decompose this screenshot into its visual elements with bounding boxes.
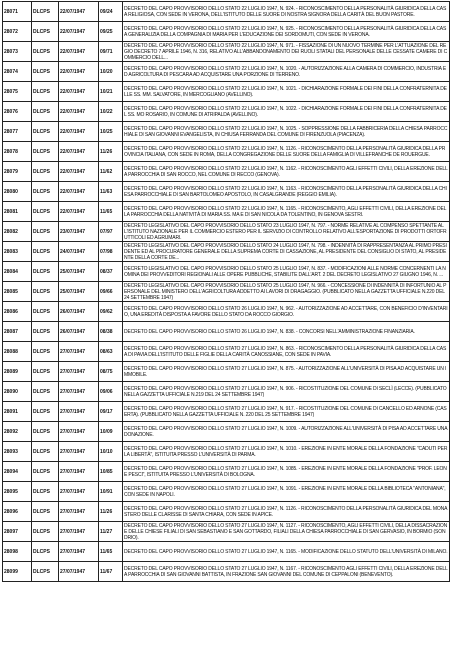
decree-id-cell: 28082	[3, 222, 32, 242]
decree-type-cell: DLCPS	[32, 282, 59, 302]
decree-title-cell: DECRETO DEL CAPO PROVVISORIO DELLO STATO 27 LUGLIO 1947, N. 1165. - MODIFICAZIONE DELLO STATUTO DELL'UNIVERSITÀ DI MILANO.	[123, 542, 450, 562]
decree-number-cell: 10/10	[99, 442, 123, 462]
decree-date-cell: 26/07/1947	[59, 322, 99, 342]
decree-type-cell: DLCPS	[32, 202, 59, 222]
table-row	[3, 422, 450, 442]
decree-date-cell: 22/07/1947	[59, 82, 99, 102]
decree-id-cell: 28091	[3, 402, 32, 422]
table-row	[3, 162, 450, 182]
decree-number-cell: 11/67	[99, 562, 123, 582]
decree-id-cell: 28076	[3, 102, 32, 122]
table-row	[3, 242, 450, 262]
decree-title-cell: DECRETO DEL CAPO PROVVISORIO DELLO STATO 22 LUGLIO 1947, N. 1025. - SOPPRESSIONE DELLA FABBRICERIA DELLA CHIESA PARROCCHIALE DI SAN GIOVANNI EVANGELISTA, IN CHIUSA FERRANDA DEL COMUNE DI FIRENZUOLA (PIACENZA).	[123, 122, 450, 142]
table-row	[3, 122, 450, 142]
decree-date-cell: 27/07/1947	[59, 362, 99, 382]
decree-number-cell: 09/24	[99, 2, 123, 22]
table-row	[3, 362, 450, 382]
decree-type-cell: DLCPS	[32, 142, 59, 162]
decree-number-cell: 11/63	[99, 182, 123, 202]
decree-title-cell: DECRETO DEL CAPO PROVVISORIO DELLO STATO 27 LUGLIO 1947, N. 1010. - EREZIONE IN ENTE MORALE DELLA FONDAZIONE "CADUTI PER LA LIBERTÀ", ISTITUITA PRESSO L'UNIVERSITÀ DI PARMA.	[123, 442, 450, 462]
decree-type-cell: DLCPS	[32, 2, 59, 22]
decree-title-cell: DECRETO DEL CAPO PROVVISORIO DELLO STATO 22 LUGLIO 1947, N. 1021. - DICHIARAZIONE FORMALE DEI FINI DELLA CONFRATERNITA DELLE SS. MM. SALVATORE, IN MERCOGLIANO (AVELLINO).	[123, 82, 450, 102]
table-row	[3, 182, 450, 202]
decree-date-cell: 27/07/1947	[59, 462, 99, 482]
decree-id-cell: 28095	[3, 482, 32, 502]
decree-register-body	[3, 2, 450, 582]
decree-date-cell: 22/07/1947	[59, 122, 99, 142]
decree-title-cell: DECRETO DEL CAPO PROVVISORIO DELLO STATO 27 LUGLIO 1947, N. 1009. - AUTORIZZAZIONE ALL'UNIVERSITÀ DI PISA AD ACCETTARE UNA DONAZIONE.	[123, 422, 450, 442]
decree-date-cell: 22/07/1947	[59, 182, 99, 202]
decree-type-cell: DLCPS	[32, 42, 59, 62]
decree-title-cell: DECRETO DEL CAPO PROVVISORIO DELLO STATO 27 LUGLIO 1947, N. 1085. - EREZIONE IN ENTE MORALE DELLA FONDAZIONE "PROF. LEONE PESCI", ISTITUITA PRESSO L'UNIVERSITÀ DI BOLOGNA.	[123, 462, 450, 482]
decree-date-cell: 27/07/1947	[59, 482, 99, 502]
decree-number-cell: 10/20	[99, 62, 123, 82]
decree-title-cell: DECRETO DEL CAPO PROVVISORIO DELLO STATO 22 LUGLIO 1947, N. 1126. - RICONOSCIMENTO DELLA PERSONALITÀ GIURIDICA DELLA PROVINCIA ITALIANA, CON SEDE IN ROMA, DELLA CONGREGAZIONE DELLE SUORE DELLA FAMIGLIA DI VILLEFRANCHE DE ROUERGUE.	[123, 142, 450, 162]
decree-number-cell: 07/97	[99, 222, 123, 242]
table-row	[3, 2, 450, 22]
decree-title-cell: DECRETO DEL CAPO PROVVISORIO DELLO STATO 27 LUGLIO 1947, N. 863. - RICONOSCIMENTO DELLA PERSONALITÀ GIURIDICA DELLA CASA DI PAVIA DELL'ISTITUTO DELLE FIGLIE DELLA CARITÀ CANOSSIANE, CON SEDE IN PAVIA.	[123, 342, 450, 362]
decree-type-cell: DLCPS	[32, 162, 59, 182]
decree-id-cell: 28086	[3, 302, 32, 322]
table-row	[3, 442, 450, 462]
decree-number-cell: 07/98	[99, 242, 123, 262]
table-row	[3, 62, 450, 82]
decree-number-cell: 08/75	[99, 362, 123, 382]
decree-id-cell: 28088	[3, 342, 32, 362]
decree-date-cell: 27/07/1947	[59, 422, 99, 442]
decree-number-cell: 11/26	[99, 502, 123, 522]
decree-id-cell: 28089	[3, 362, 32, 382]
decree-title-cell: DECRETO DEL CAPO PROVVISORIO DELLO STATO 27 LUGLIO 1947, N. 875. - AUTORIZZAZIONE ALL'UNIVERSITÀ DI PISA AD ACQUISTARE UN IMMOBILE.	[123, 362, 450, 382]
decree-date-cell: 25/07/1947	[59, 282, 99, 302]
decree-type-cell: DLCPS	[32, 22, 59, 42]
table-row	[3, 102, 450, 122]
decree-number-cell: 09/17	[99, 402, 123, 422]
decree-title-cell: DECRETO DEL CAPO PROVVISORIO DELLO STATO 22 LUGLIO 1947, N. 925. - RICONOSCIMENTO DELLA PERSONALITÀ GIURIDICA DELLA CASA GENERALIZIA DELLA COMPAGNIA DI MARIA PER L'EDUCAZIONE DEI SORDOMUTI, CON SEDE IN VERONA.	[123, 22, 450, 42]
decree-id-cell: 28090	[3, 382, 32, 402]
table-row	[3, 222, 450, 242]
decree-date-cell: 22/07/1947	[59, 102, 99, 122]
table-row	[3, 42, 450, 62]
decree-type-cell: DLCPS	[32, 242, 59, 262]
decree-date-cell: 27/07/1947	[59, 542, 99, 562]
table-row	[3, 482, 450, 502]
decree-date-cell: 27/07/1947	[59, 402, 99, 422]
decree-date-cell: 22/07/1947	[59, 42, 99, 62]
decree-id-cell: 28083	[3, 242, 32, 262]
decree-type-cell: DLCPS	[32, 322, 59, 342]
decree-id-cell: 28079	[3, 162, 32, 182]
decree-title-cell: DECRETO DEL CAPO PROVVISORIO DELLO STATO 22 LUGLIO 1947, N. 1022. - DICHIARAZIONE FORMALE DEI FINI DELLA CONFRATERNITA DEL SS. MO ROSARIO, IN COMUNE DI ATRIPALDA (AVELLINO).	[123, 102, 450, 122]
decree-id-cell: 28074	[3, 62, 32, 82]
decree-title-cell: DECRETO DEL CAPO PROVVISORIO DELLO STATO 22 LUGLIO 1947, N. 1165. - RICONOSCIMENTO, AGLI EFFETTI CIVILI, DELLA EREZIONE DELLA PARROCCHIA DELLA NATIVITÀ DI MARIA SS. MA E DI SAN NICOLA DA TOLENTINO, IN GENOVA SESTRI.	[123, 202, 450, 222]
decree-type-cell: DLCPS	[32, 502, 59, 522]
decree-type-cell: DLCPS	[32, 182, 59, 202]
table-row	[3, 142, 450, 162]
table-row	[3, 82, 450, 102]
table-row	[3, 322, 450, 342]
table-row	[3, 282, 450, 302]
decree-type-cell: DLCPS	[32, 482, 59, 502]
decree-number-cell: 10/22	[99, 102, 123, 122]
decree-number-cell: 11/26	[99, 142, 123, 162]
decree-date-cell: 24/07/1947	[59, 242, 99, 262]
decree-type-cell: DLCPS	[32, 462, 59, 482]
decree-id-cell: 28075	[3, 82, 32, 102]
decree-id-cell: 28071	[3, 2, 32, 22]
decree-title-cell: DECRETO DEL CAPO PROVVISORIO DELLO STATO 27 LUGLIO 1947, N. 1091. - EREZIONE IN ENTE MORALE DELLA BIBLIOTECA "ANTONIANA", CON SEDE IN NAPOLI.	[123, 482, 450, 502]
decree-number-cell: 11/65	[99, 202, 123, 222]
table-row	[3, 502, 450, 522]
table-row	[3, 562, 450, 582]
decree-title-cell: DECRETO DEL CAPO PROVVISORIO DELLO STATO 27 LUGLIO 1947, N. 1167. - RICONOSCIMENTO AGLI EFFETTI CIVILI, DELLA EREZIONE DELLA PARROCCHIA DI SAN GIOVANNI BATTISTA, IN FRAZIONE SAN GIOVANNI DEL COMUNE DI CEPPALONI (BENEVENTO).	[123, 562, 450, 582]
decree-date-cell: 22/07/1947	[59, 62, 99, 82]
table-row	[3, 22, 450, 42]
decree-type-cell: DLCPS	[32, 422, 59, 442]
decree-type-cell: DLCPS	[32, 302, 59, 322]
decree-number-cell: 10/21	[99, 82, 123, 102]
decree-id-cell: 28094	[3, 462, 32, 482]
decree-date-cell: 25/07/1947	[59, 262, 99, 282]
decree-date-cell: 22/07/1947	[59, 2, 99, 22]
decree-date-cell: 22/07/1947	[59, 22, 99, 42]
decree-date-cell: 22/07/1947	[59, 162, 99, 182]
decree-title-cell: DECRETO DEL CAPO PROVVISORIO DELLO STATO 27 LUGLIO 1947, N. 1127. - RICONOSCIMENTO, AGLI EFFETTI CIVILI, DELLA DISSACRAZIONE DELLE CHIESE FILIALI DI SAN SEBASTIANO E SAN GOTTARDO, FILIALI DELLA CHIESA PARROCCHIALE DI SAN GERVASIO, IN BORMIO (SONDRIO).	[123, 522, 450, 542]
decree-title-cell: DECRETO DEL CAPO PROVVISORIO DELLO STATO 22 LUGLIO 1947, N. 971. - FISSAZIONE DI UN NUOVO TERMINE PER L'ATTUAZIONE DEL REGIO DECRETO 7 APRILE 1946, N. 316, RELATIVO ALL'ABBANDONAMENTO DEI RUOLI STATALI DEL PERSONALE DELLE CESSATE CAMERE DI COMMERCIO DELL...	[123, 42, 450, 62]
decree-id-cell: 28084	[3, 262, 32, 282]
decree-id-cell: 28092	[3, 422, 32, 442]
decree-number-cell: 10/91	[99, 482, 123, 502]
table-row	[3, 202, 450, 222]
decree-title-cell: DECRETO DEL CAPO PROVVISORIO DELLO STATO 27 LUGLIO 1947, N. 906. - RICOSTITUZIONE DEL COMUNE DI SECLÌ (LECCE). (PUBBLICATO NELLA GAZZETTA UFFICIALE N.219 DEL 24 SETTEMBRE 1947)	[123, 382, 450, 402]
decree-number-cell: 09/66	[99, 282, 123, 302]
decree-type-cell: DLCPS	[32, 442, 59, 462]
table-row	[3, 542, 450, 562]
decree-date-cell: 23/07/1947	[59, 222, 99, 242]
decree-type-cell: DLCPS	[32, 402, 59, 422]
decree-title-cell: DECRETO DEL CAPO PROVVISORIO DELLO STATO 22 LUGLIO 1947, N. 1162. - RICONOSCIMENTO AGLI EFFETTI CIVILI, DELLA EREZIONE DELLA PARROCCHIA DI SAN ROCCO, NEL COMUNE DI RECCO (GENOVA).	[123, 162, 450, 182]
decree-number-cell: 09/06	[99, 382, 123, 402]
decree-register-table	[2, 1, 450, 582]
decree-number-cell: 10/25	[99, 122, 123, 142]
table-row	[3, 382, 450, 402]
decree-id-cell: 28078	[3, 142, 32, 162]
table-row	[3, 522, 450, 542]
decree-date-cell: 27/07/1947	[59, 442, 99, 462]
table-row	[3, 342, 450, 362]
decree-type-cell: DLCPS	[32, 102, 59, 122]
decree-id-cell: 28097	[3, 522, 32, 542]
decree-id-cell: 28085	[3, 282, 32, 302]
decree-title-cell: DECRETO DEL CAPO PROVVISORIO DELLO STATO 22 LUGLIO 1947, N. 924. - RICONOSCIMENTO DELLA PERSONALITÀ GIURIDICA DELLA CASA RELIGIOSA, CON SEDE IN VERONA, DELL'ISTITUTO DELLE SUORE DI NOSTRA SIGNORA DELLA CARITÀ DEL BUON PASTORE.	[123, 2, 450, 22]
table-row	[3, 262, 450, 282]
table-row	[3, 402, 450, 422]
decree-type-cell: DLCPS	[32, 342, 59, 362]
decree-id-cell: 28080	[3, 182, 32, 202]
decree-title-cell: DECRETO LEGISLATIVO DEL CAPO PROVVISORIO DELLO STATO 25 LUGLIO 1947, N. 837. - MODIFICAZIONI ALLE NORME CONCERNENTI LA NOMINA DEI PROVVEDITORI REGIONALI ALLE OPERE PUBBLICHE, STABILITE DALL'ART. 2 DEL DECRETO LEGISLATIVO 27 GIUGNO 1946, N. ...	[123, 262, 450, 282]
decree-number-cell: 08/38	[99, 322, 123, 342]
table-row	[3, 302, 450, 322]
decree-title-cell: DECRETO DEL CAPO PROVVISORIO DELLO STATO 26 LUGLIO 1947, N. 838. - CONCORSI NELL'AMMINISTRAZIONE FINANZIARIA.	[123, 322, 450, 342]
decree-number-cell: 11/65	[99, 542, 123, 562]
decree-title-cell: DECRETO DEL CAPO PROVVISORIO DELLO STATO 26 LUGLIO 1947, N. 962. - AUTORIZZAZIONE AD ACCETTARE, CON BENEFICIO D'INVENTARIO, UNA EREDITÀ DISPOSTA A FAVORE DELLO STATO DA ROCCO GIORGIO.	[123, 302, 450, 322]
decree-title-cell: DECRETO LEGISLATIVO DEL CAPO PROVVISORIO DELLO STATO 24 LUGLIO 1947, N. 798. - INDENNITÀ DI RAPPRESENTANZA AL PRIMO PRESIDENTE ED AL PROCURATORE GENERALE DELLA SUPREMA CORTE DI CASSAZIONE, AL PRESIDENTE DEL CONSIGLIO DI STATO, AL PRESIDENTE DELLA CORTE DE...	[123, 242, 450, 262]
decree-date-cell: 27/07/1947	[59, 382, 99, 402]
decree-id-cell: 28081	[3, 202, 32, 222]
decree-number-cell: 11/62	[99, 162, 123, 182]
decree-number-cell: 08/63	[99, 342, 123, 362]
decree-title-cell: DECRETO DEL CAPO PROVVISORIO DELLO STATO 22 LUGLIO 1947, N. 1163. - RICONOSCIMENTO DELLA PERSONALITÀ GIURIDICA DELLA CHIESA PARROCCHIALE DI SAN BARTOLOMEO APOSTOLO, IN CASALGRANDE (REGGIO EMILIA).	[123, 182, 450, 202]
decree-title-cell: DECRETO DEL CAPO PROVVISORIO DELLO STATO 27 LUGLIO 1947, N. 1126. - RICONOSCIMENTO DELLA PERSONALITÀ GIURIDICA DEL MONASTERO DELLE CLARISSE DI SANTA CHIARA, CON SEDE IN APICE.	[123, 502, 450, 522]
decree-type-cell: DLCPS	[32, 82, 59, 102]
decree-date-cell: 27/07/1947	[59, 342, 99, 362]
decree-type-cell: DLCPS	[32, 62, 59, 82]
table-row	[3, 462, 450, 482]
decree-id-cell: 28099	[3, 562, 32, 582]
decree-number-cell: 10/09	[99, 422, 123, 442]
decree-id-cell: 28096	[3, 502, 32, 522]
decree-title-cell: DECRETO LEGISLATIVO DEL CAPO PROVVISORIO DELLO STATO 23 LUGLIO 1947, N. 797. - NORME RELATIVE AL COMPENSO SPETTANTE ALL'ISTITUTO NAZIONALE PER IL COMMERCIO ESTERO PER IL SERVIZIO DI CONTROLLO RELATIVO ALL'ESPORTAZIONE DI PRODOTTI ORTOFRUTTICOLI ED AGRUMARI.	[123, 222, 450, 242]
decree-type-cell: DLCPS	[32, 522, 59, 542]
decree-number-cell: 11/27	[99, 522, 123, 542]
decree-type-cell: DLCPS	[32, 262, 59, 282]
decree-type-cell: DLCPS	[32, 122, 59, 142]
decree-date-cell: 27/07/1947	[59, 502, 99, 522]
decree-title-cell: DECRETO DEL CAPO PROVVISORIO DELLO STATO 22 LUGLIO 1947, N. 1020. - AUTORIZZAZIONE ALLA CAMERA DI COMMERCIO, INDUSTRIA ED AGRICOLTURA DI PESCARA AD ACQUISTARE UNA PORZIONE DI TERRENO.	[123, 62, 450, 82]
decree-date-cell: 27/07/1947	[59, 562, 99, 582]
decree-date-cell: 27/07/1947	[59, 522, 99, 542]
decree-id-cell: 28098	[3, 542, 32, 562]
decree-id-cell: 28077	[3, 122, 32, 142]
decree-id-cell: 28087	[3, 322, 32, 342]
decree-number-cell: 09/25	[99, 22, 123, 42]
decree-type-cell: DLCPS	[32, 542, 59, 562]
decree-id-cell: 28093	[3, 442, 32, 462]
decree-date-cell: 22/07/1947	[59, 142, 99, 162]
decree-title-cell: DECRETO DEL CAPO PROVVISORIO DELLO STATO 27 LUGLIO 1947, N. 917. - RICOSTITUZIONE DEL COMUNE DI CANCELLO ED ARNONE (CASERTA). (PUBBLICATO NELLA GAZZETTA UFFICIALE N. 220 DEL 25 SETTEMBRE 1947)	[123, 402, 450, 422]
decree-id-cell: 28073	[3, 42, 32, 62]
decree-type-cell: DLCPS	[32, 382, 59, 402]
decree-id-cell: 28072	[3, 22, 32, 42]
decree-date-cell: 26/07/1947	[59, 302, 99, 322]
decree-number-cell: 08/37	[99, 262, 123, 282]
decree-type-cell: DLCPS	[32, 362, 59, 382]
decree-number-cell: 10/85	[99, 462, 123, 482]
decree-number-cell: 09/62	[99, 302, 123, 322]
decree-number-cell: 09/71	[99, 42, 123, 62]
decree-title-cell: DECRETO LEGISLATIVO DEL CAPO PROVVISORIO DELLO STATO 25 LUGLIO 1947, N. 966. - CONCESSIONE DI INDENNITÀ DI INFORTUNIO AL PERSONALE DEL MINISTERO DELL'AGRICOLTURA ADDETTO AI LAVORI DI DRAGAGGIO. (PUBBLICATO NELLA GAZZETTA UFFICIALE N.220 DEL 24 SETTEMBRE 1947)	[123, 282, 450, 302]
decree-type-cell: DLCPS	[32, 562, 59, 582]
decree-type-cell: DLCPS	[32, 222, 59, 242]
decree-date-cell: 22/07/1947	[59, 202, 99, 222]
